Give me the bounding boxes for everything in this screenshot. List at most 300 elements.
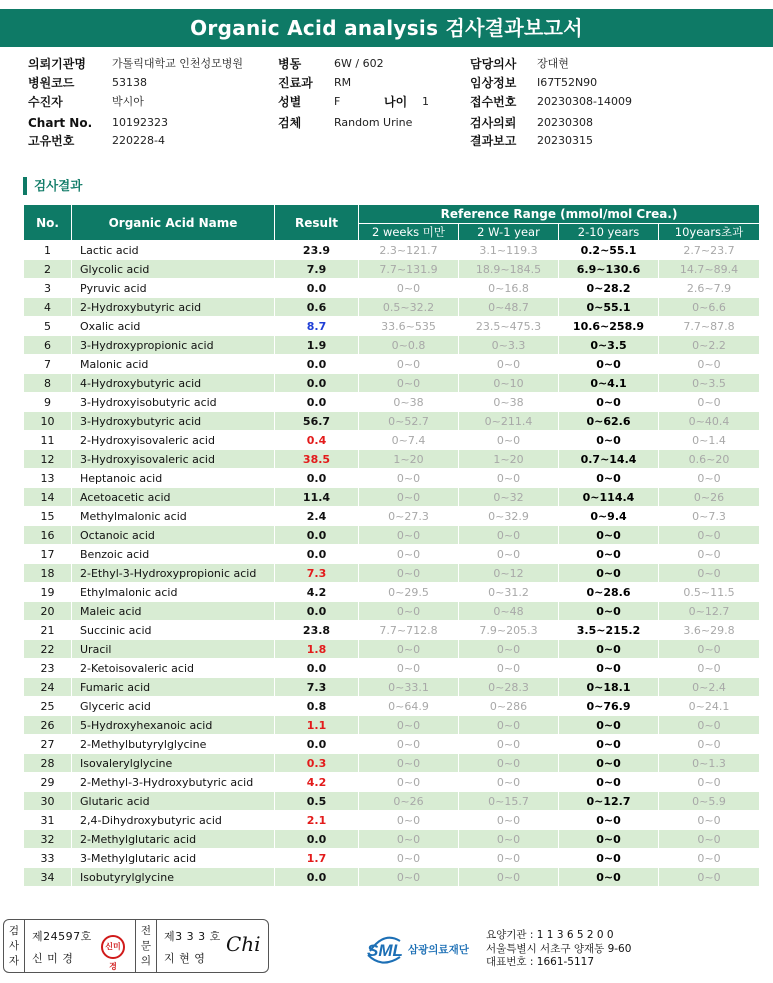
row-range-2w-1year: 1~20 xyxy=(459,450,559,469)
row-range-2weeks: 0~52.7 xyxy=(359,412,459,431)
row-no: 16 xyxy=(24,526,72,545)
tester-license: 제24597호 xyxy=(32,930,92,943)
row-range-2w-1year: 0~0 xyxy=(459,431,559,450)
row-result: 1.9 xyxy=(275,336,359,355)
sex-label: 성별 xyxy=(278,95,302,109)
row-range-2weeks: 0~0 xyxy=(359,640,459,659)
row-result: 0.0 xyxy=(275,735,359,754)
row-no: 33 xyxy=(24,849,72,868)
row-result: 0.0 xyxy=(275,830,359,849)
code-value: 53138 xyxy=(112,76,147,89)
row-range-10years: 0~1.3 xyxy=(659,754,760,773)
row-range-2w-1year: 0~0 xyxy=(459,640,559,659)
row-range-2w-1year: 0~48.7 xyxy=(459,298,559,317)
row-range-2weeks: 0~0 xyxy=(359,545,459,564)
row-range-2weeks: 0~27.3 xyxy=(359,507,459,526)
row-no: 34 xyxy=(24,868,72,887)
receipt-value: 20230308-14009 xyxy=(537,95,632,108)
table-row xyxy=(24,602,760,621)
row-range-2w-1year: 0~0 xyxy=(459,773,559,792)
row-result: 0.0 xyxy=(275,526,359,545)
row-result: 4.2 xyxy=(275,583,359,602)
row-no: 14 xyxy=(24,488,72,507)
row-result: 0.6 xyxy=(275,298,359,317)
row-no: 4 xyxy=(24,298,72,317)
table-row xyxy=(24,811,760,830)
row-range-2weeks: 33.6~535 xyxy=(359,317,459,336)
row-range-2weeks: 0~0 xyxy=(359,735,459,754)
row-range-2-10years: 0~0 xyxy=(559,602,659,621)
row-acid-name: Isobutyrylglycine xyxy=(72,868,275,887)
tester-name: 신 미 경 xyxy=(32,952,74,965)
row-acid-name: Fumaric acid xyxy=(72,678,275,697)
report-title: Organic Acid analysis 검사결과보고서 xyxy=(0,9,773,47)
row-range-2-10years: 3.5~215.2 xyxy=(559,621,659,640)
unique-label: 고유번호 xyxy=(28,134,75,148)
row-range-10years: 0.6~20 xyxy=(659,450,760,469)
row-range-2-10years: 0~0 xyxy=(559,830,659,849)
row-range-10years: 0~5.9 xyxy=(659,792,760,811)
table-row xyxy=(24,564,760,583)
sml-logo xyxy=(366,929,486,969)
hospital-value: 가톨릭대학교 인천성모병원 xyxy=(112,57,244,70)
row-range-2-10years: 0~4.1 xyxy=(559,374,659,393)
row-range-10years: 0~1.4 xyxy=(659,431,760,450)
row-range-10years: 0.5~11.5 xyxy=(659,583,760,602)
row-range-10years: 0~6.6 xyxy=(659,298,760,317)
results-table xyxy=(23,204,760,887)
row-range-2weeks: 0~0 xyxy=(359,830,459,849)
header-no: No. xyxy=(24,205,72,241)
row-range-2-10years: 0~0 xyxy=(559,469,659,488)
row-range-10years: 0~24.1 xyxy=(659,697,760,716)
row-no: 29 xyxy=(24,773,72,792)
header-reference: Reference Range (mmol/mol Crea.) xyxy=(359,205,760,224)
row-no: 8 xyxy=(24,374,72,393)
row-result: 0.0 xyxy=(275,355,359,374)
row-range-2-10years: 0~28.6 xyxy=(559,583,659,602)
row-no: 28 xyxy=(24,754,72,773)
sex-value: F xyxy=(334,95,341,108)
row-range-2-10years: 0.2~55.1 xyxy=(559,241,659,260)
table-row xyxy=(24,317,760,336)
row-acid-name: 2-Ketoisovaleric acid xyxy=(72,659,275,678)
row-result: 23.8 xyxy=(275,621,359,640)
row-range-2w-1year: 0~48 xyxy=(459,602,559,621)
request-value: 20230308 xyxy=(537,116,593,129)
table-row xyxy=(24,716,760,735)
row-range-2weeks: 1~20 xyxy=(359,450,459,469)
row-range-2w-1year: 0~0 xyxy=(459,355,559,374)
table-row xyxy=(24,697,760,716)
age-label: 나이 xyxy=(384,95,408,109)
row-range-2weeks: 0~29.5 xyxy=(359,583,459,602)
row-result: 7.9 xyxy=(275,260,359,279)
table-row xyxy=(24,735,760,754)
row-range-2-10years: 0~0 xyxy=(559,640,659,659)
report-label: 결과보고 xyxy=(470,134,517,148)
row-range-10years: 0~0 xyxy=(659,469,760,488)
row-result: 0.0 xyxy=(275,393,359,412)
row-range-2-10years: 0~0 xyxy=(559,526,659,545)
row-range-2-10years: 0~0 xyxy=(559,564,659,583)
row-range-10years: 0~26 xyxy=(659,488,760,507)
row-range-2w-1year: 0~286 xyxy=(459,697,559,716)
row-no: 26 xyxy=(24,716,72,735)
header-range-2w-1year: 2 W-1 year xyxy=(459,224,559,241)
row-range-2weeks: 0~0 xyxy=(359,811,459,830)
row-result: 2.1 xyxy=(275,811,359,830)
row-acid-name: 2,4-Dihydroxybutyric acid xyxy=(72,811,275,830)
row-acid-name: Maleic acid xyxy=(72,602,275,621)
row-range-2w-1year: 0~0 xyxy=(459,849,559,868)
row-range-2-10years: 0~62.6 xyxy=(559,412,659,431)
row-range-10years: 0~0 xyxy=(659,830,760,849)
row-range-10years: 0~0 xyxy=(659,773,760,792)
row-acid-name: Lactic acid xyxy=(72,241,275,260)
row-range-10years: 7.7~87.8 xyxy=(659,317,760,336)
row-acid-name: Glycolic acid xyxy=(72,260,275,279)
dept-label: 진료과 xyxy=(278,76,313,90)
specialist-name: 지 현 영 xyxy=(164,952,206,965)
row-no: 11 xyxy=(24,431,72,450)
row-no: 7 xyxy=(24,355,72,374)
row-no: 12 xyxy=(24,450,72,469)
row-range-2-10years: 0~0 xyxy=(559,716,659,735)
row-range-2-10years: 0~0 xyxy=(559,431,659,450)
row-acid-name: 5-Hydroxyhexanoic acid xyxy=(72,716,275,735)
row-acid-name: 3-Hydroxybutyric acid xyxy=(72,412,275,431)
clinical-value: I67T52N90 xyxy=(537,76,598,89)
table-row xyxy=(24,621,760,640)
row-no: 17 xyxy=(24,545,72,564)
doctor-label: 담당의사 xyxy=(470,57,517,71)
row-result: 38.5 xyxy=(275,450,359,469)
row-range-10years: 2.6~7.9 xyxy=(659,279,760,298)
lab-name: 삼광의료재단 xyxy=(408,944,469,956)
header-name: Organic Acid Name xyxy=(72,205,275,241)
row-range-10years: 0~40.4 xyxy=(659,412,760,431)
row-range-2-10years: 0~0 xyxy=(559,735,659,754)
table-row xyxy=(24,583,760,602)
row-acid-name: Benzoic acid xyxy=(72,545,275,564)
specimen-label: 검체 xyxy=(278,116,302,130)
row-range-2weeks: 0~0 xyxy=(359,488,459,507)
row-range-2w-1year: 0~31.2 xyxy=(459,583,559,602)
row-range-2weeks: 0~33.1 xyxy=(359,678,459,697)
table-row xyxy=(24,298,760,317)
tester-vertical-label: 검사자 xyxy=(8,925,20,967)
row-range-2w-1year: 0~0 xyxy=(459,545,559,564)
row-no: 24 xyxy=(24,678,72,697)
row-no: 19 xyxy=(24,583,72,602)
row-acid-name: 2-Methyl-3-Hydroxybutyric acid xyxy=(72,773,275,792)
row-acid-name: Methylmalonic acid xyxy=(72,507,275,526)
row-acid-name: Oxalic acid xyxy=(72,317,275,336)
row-acid-name: Isovalerylglycine xyxy=(72,754,275,773)
row-result: 2.4 xyxy=(275,507,359,526)
section-title: 검사결과 xyxy=(23,177,82,195)
row-no: 15 xyxy=(24,507,72,526)
row-range-2-10years: 0~28.2 xyxy=(559,279,659,298)
row-result: 0.0 xyxy=(275,469,359,488)
row-range-2w-1year: 0~0 xyxy=(459,868,559,887)
row-no: 27 xyxy=(24,735,72,754)
table-row xyxy=(24,355,760,374)
row-range-2weeks: 0~0 xyxy=(359,849,459,868)
row-result: 11.4 xyxy=(275,488,359,507)
row-no: 3 xyxy=(24,279,72,298)
lab-address: 서울특별시 서초구 양재동 9-60 xyxy=(486,942,632,955)
row-acid-name: 2-Hydroxyisovaleric acid xyxy=(72,431,275,450)
specialist-vertical-label: 전문의 xyxy=(140,925,152,967)
dept-value: RM xyxy=(334,76,352,89)
row-no: 13 xyxy=(24,469,72,488)
table-row xyxy=(24,279,760,298)
row-no: 21 xyxy=(24,621,72,640)
sml-logo-icon xyxy=(366,929,486,969)
row-range-10years: 0~2.2 xyxy=(659,336,760,355)
row-range-10years: 0~0 xyxy=(659,393,760,412)
row-range-10years: 0~0 xyxy=(659,716,760,735)
row-acid-name: Malonic acid xyxy=(72,355,275,374)
row-range-2-10years: 0~76.9 xyxy=(559,697,659,716)
row-no: 30 xyxy=(24,792,72,811)
ward-value: 6W / 602 xyxy=(334,57,384,70)
row-range-2-10years: 10.6~258.9 xyxy=(559,317,659,336)
row-range-10years: 0~2.4 xyxy=(659,678,760,697)
row-acid-name: Pyruvic acid xyxy=(72,279,275,298)
row-range-10years: 0~0 xyxy=(659,355,760,374)
table-row xyxy=(24,469,760,488)
name-label: 수진자 xyxy=(28,95,63,109)
row-range-2-10years: 0~0 xyxy=(559,754,659,773)
row-range-10years: 0~12.7 xyxy=(659,602,760,621)
row-range-10years: 0~0 xyxy=(659,868,760,887)
results-body xyxy=(24,241,760,887)
row-range-2weeks: 0~64.9 xyxy=(359,697,459,716)
row-acid-name: Acetoacetic acid xyxy=(72,488,275,507)
clinical-label: 임상정보 xyxy=(470,76,517,90)
ward-label: 병동 xyxy=(278,57,302,71)
table-row xyxy=(24,754,760,773)
row-range-10years: 0~0 xyxy=(659,811,760,830)
row-range-2w-1year: 0~38 xyxy=(459,393,559,412)
table-row xyxy=(24,393,760,412)
row-range-2weeks: 0~0 xyxy=(359,564,459,583)
table-row xyxy=(24,260,760,279)
table-row xyxy=(24,792,760,811)
row-acid-name: 2-Hydroxybutyric acid xyxy=(72,298,275,317)
row-range-2w-1year: 3.1~119.3 xyxy=(459,241,559,260)
unique-value: 220228-4 xyxy=(112,134,165,147)
row-range-2w-1year: 0~0 xyxy=(459,469,559,488)
header-result: Result xyxy=(275,205,359,241)
table-row xyxy=(24,659,760,678)
row-result: 1.8 xyxy=(275,640,359,659)
row-range-2w-1year: 0~0 xyxy=(459,830,559,849)
row-acid-name: Glyceric acid xyxy=(72,697,275,716)
row-range-2w-1year: 0~0 xyxy=(459,754,559,773)
table-row xyxy=(24,830,760,849)
row-range-2weeks: 0.5~32.2 xyxy=(359,298,459,317)
table-row xyxy=(24,507,760,526)
row-acid-name: 4-Hydroxybutyric acid xyxy=(72,374,275,393)
row-acid-name: Succinic acid xyxy=(72,621,275,640)
row-range-2weeks: 0~0 xyxy=(359,602,459,621)
row-no: 2 xyxy=(24,260,72,279)
report-value: 20230315 xyxy=(537,134,593,147)
row-acid-name: 3-Hydroxyisovaleric acid xyxy=(72,450,275,469)
table-row xyxy=(24,849,760,868)
specialist-signature: Chi xyxy=(226,932,261,956)
row-range-2weeks: 0~0 xyxy=(359,355,459,374)
row-range-2w-1year: 0~0 xyxy=(459,716,559,735)
row-acid-name: Glutaric acid xyxy=(72,792,275,811)
row-range-2weeks: 0~0 xyxy=(359,279,459,298)
header-range-10years: 10years초과 xyxy=(659,224,760,241)
row-range-2-10years: 6.9~130.6 xyxy=(559,260,659,279)
row-range-2weeks: 0~0 xyxy=(359,659,459,678)
row-range-2-10years: 0~0 xyxy=(559,773,659,792)
specialist-license: 제3 3 3 호 xyxy=(164,930,221,943)
chart-label: Chart No. xyxy=(28,116,93,130)
row-range-2w-1year: 0~15.7 xyxy=(459,792,559,811)
age-value: 1 xyxy=(422,95,429,108)
row-range-2-10years: 0~55.1 xyxy=(559,298,659,317)
row-acid-name: Octanoic acid xyxy=(72,526,275,545)
row-range-2w-1year: 0~0 xyxy=(459,526,559,545)
table-row xyxy=(24,374,760,393)
row-no: 9 xyxy=(24,393,72,412)
row-range-10years: 0~0 xyxy=(659,849,760,868)
row-result: 0.5 xyxy=(275,792,359,811)
row-range-2-10years: 0~18.1 xyxy=(559,678,659,697)
request-label: 검사의뢰 xyxy=(470,116,517,130)
row-result: 7.3 xyxy=(275,564,359,583)
row-range-2w-1year: 0~28.3 xyxy=(459,678,559,697)
row-no: 31 xyxy=(24,811,72,830)
row-range-2w-1year: 0~0 xyxy=(459,735,559,754)
row-result: 7.3 xyxy=(275,678,359,697)
row-range-2weeks: 0~0 xyxy=(359,868,459,887)
table-row xyxy=(24,773,760,792)
row-range-10years: 0~0 xyxy=(659,526,760,545)
row-range-2w-1year: 0~0 xyxy=(459,659,559,678)
row-range-2-10years: 0~9.4 xyxy=(559,507,659,526)
row-result: 0.0 xyxy=(275,374,359,393)
row-no: 1 xyxy=(24,241,72,260)
row-result: 0.0 xyxy=(275,868,359,887)
row-result: 0.0 xyxy=(275,659,359,678)
signature-box xyxy=(3,919,269,973)
lab-code: 요양기관 : 1 1 3 6 5 2 0 0 xyxy=(486,929,614,941)
table-row xyxy=(24,868,760,887)
row-result: 1.1 xyxy=(275,716,359,735)
row-acid-name: 2-Methylglutaric acid xyxy=(72,830,275,849)
row-range-2-10years: 0~0 xyxy=(559,393,659,412)
row-range-10years: 0~0 xyxy=(659,545,760,564)
header-range-2weeks: 2 weeks 미만 xyxy=(359,224,459,241)
receipt-label: 접수번호 xyxy=(470,95,517,109)
name-value: 박시아 xyxy=(112,95,144,108)
table-row xyxy=(24,678,760,697)
row-no: 22 xyxy=(24,640,72,659)
row-range-2-10years: 0~12.7 xyxy=(559,792,659,811)
row-range-2weeks: 2.3~121.7 xyxy=(359,241,459,260)
row-range-2w-1year: 7.9~205.3 xyxy=(459,621,559,640)
hospital-label: 의뢰기관명 xyxy=(28,57,86,71)
row-range-2weeks: 0~7.4 xyxy=(359,431,459,450)
row-range-2-10years: 0~0 xyxy=(559,811,659,830)
row-range-2w-1year: 0~12 xyxy=(459,564,559,583)
row-result: 0.0 xyxy=(275,602,359,621)
row-range-2weeks: 0~0 xyxy=(359,716,459,735)
row-range-2weeks: 7.7~131.9 xyxy=(359,260,459,279)
row-result: 4.2 xyxy=(275,773,359,792)
row-no: 10 xyxy=(24,412,72,431)
table-row xyxy=(24,431,760,450)
row-range-2-10years: 0~3.5 xyxy=(559,336,659,355)
row-no: 25 xyxy=(24,697,72,716)
row-range-2w-1year: 0~16.8 xyxy=(459,279,559,298)
row-range-10years: 0~7.3 xyxy=(659,507,760,526)
row-acid-name: 3-Hydroxypropionic acid xyxy=(72,336,275,355)
row-range-2-10years: 0~114.4 xyxy=(559,488,659,507)
row-range-10years: 14.7~89.4 xyxy=(659,260,760,279)
row-result: 0.0 xyxy=(275,279,359,298)
row-result: 8.7 xyxy=(275,317,359,336)
row-range-2-10years: 0~0 xyxy=(559,545,659,564)
row-result: 0.3 xyxy=(275,754,359,773)
row-range-2w-1year: 18.9~184.5 xyxy=(459,260,559,279)
row-range-2weeks: 0~0 xyxy=(359,469,459,488)
patient-info xyxy=(28,55,748,151)
row-no: 20 xyxy=(24,602,72,621)
specimen-value: Random Urine xyxy=(334,116,413,129)
row-range-2weeks: 7.7~712.8 xyxy=(359,621,459,640)
row-range-2w-1year: 0~211.4 xyxy=(459,412,559,431)
row-result: 0.4 xyxy=(275,431,359,450)
row-acid-name: 3-Methylglutaric acid xyxy=(72,849,275,868)
row-acid-name: 3-Hydroxyisobutyric acid xyxy=(72,393,275,412)
table-row xyxy=(24,545,760,564)
row-result: 0.8 xyxy=(275,697,359,716)
row-range-2weeks: 0~0 xyxy=(359,773,459,792)
row-result: 56.7 xyxy=(275,412,359,431)
table-row xyxy=(24,640,760,659)
code-label: 병원코드 xyxy=(28,76,75,90)
logo-text: SML xyxy=(367,941,403,960)
chart-value: 10192323 xyxy=(112,116,168,129)
row-range-2-10years: 0.7~14.4 xyxy=(559,450,659,469)
row-acid-name: 2-Methylbutyrylglycine xyxy=(72,735,275,754)
row-no: 6 xyxy=(24,336,72,355)
row-no: 23 xyxy=(24,659,72,678)
lab-info xyxy=(486,929,631,970)
row-range-2weeks: 0~38 xyxy=(359,393,459,412)
row-acid-name: Heptanoic acid xyxy=(72,469,275,488)
row-acid-name: Uracil xyxy=(72,640,275,659)
row-result: 0.0 xyxy=(275,545,359,564)
table-row xyxy=(24,526,760,545)
row-range-10years: 0~0 xyxy=(659,659,760,678)
row-result: 23.9 xyxy=(275,241,359,260)
row-range-10years: 3.6~29.8 xyxy=(659,621,760,640)
row-acid-name: 2-Ethyl-3-Hydroxypropionic acid xyxy=(72,564,275,583)
row-no: 18 xyxy=(24,564,72,583)
row-range-2w-1year: 23.5~475.3 xyxy=(459,317,559,336)
